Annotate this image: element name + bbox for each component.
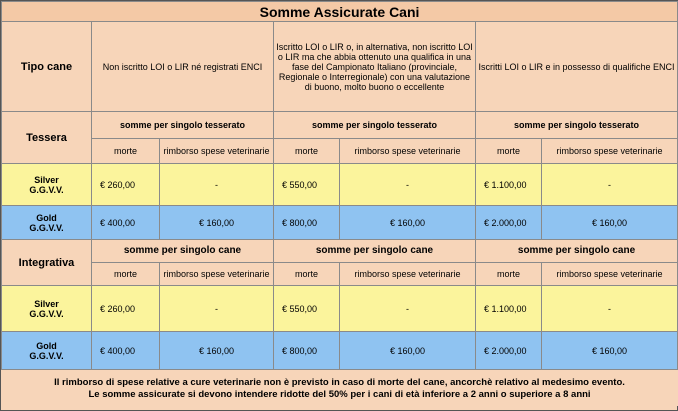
category-header-2: Iscritto LOI o LIR o, in alternativa, non iscritto LOI o LIR ma che abbia ottenuto una qualifica in una fase del Campionato Italiano (provinciale, Regionale o Interregionale) con una valutazione di buono, molto buono o eccellente [274,22,476,112]
footnotes [2,370,678,406]
footnote-age-reduction: Le somme assicurate si devono intendere ridotte del 50% per i cani di età inferiore a 2 anni o superiore a 8 anni [88,388,591,400]
tessera-col-rimborso-1: rimborso spese veterinarie [160,139,274,164]
tessera-silver-cell: € 550,00 [274,164,340,206]
tier-code: G.G.V.V. [29,350,64,361]
integrativa-col-morte-3: morte [476,263,542,286]
integrativa-col-morte-2: morte [274,263,340,286]
tessera-group-label-3: somme per singolo tesserato [476,112,678,139]
tessera-silver-cell: - [340,164,476,206]
tessera-gold-row [2,206,678,240]
tessera-silver-row [2,164,678,206]
integrativa-col-rimborso-2: rimborso spese veterinarie [340,263,476,286]
tier-code: G.G.V.V. [29,308,64,319]
integrativa-silver-label [2,286,92,332]
tessera-gold-cell: € 160,00 [160,206,274,240]
footnote-veterinary: Il rimborso di spese relative a cure veterinarie non è previsto in caso di morte del cane, ancorchè relativo al medesimo evento. [54,376,625,388]
row-label-tipo-cane: Tipo cane [2,22,92,112]
integrativa-silver-cell: - [542,286,678,332]
tier-name: Gold [36,212,57,223]
integrativa-gold-cell: € 800,00 [274,332,340,370]
tessera-col-morte-3: morte [476,139,542,164]
integrativa-silver-cell: € 550,00 [274,286,340,332]
tier-name: Silver [34,298,59,309]
tessera-group-label-2: somme per singolo tesserato [274,112,476,139]
tessera-gold-cell: € 160,00 [542,206,678,240]
tessera-col-rimborso-3: rimborso spese veterinarie [542,139,678,164]
integrativa-silver-cell: - [160,286,274,332]
tessera-gold-cell: € 800,00 [274,206,340,240]
integrativa-gold-cell: € 160,00 [542,332,678,370]
row-label-tessera: Tessera [2,112,92,164]
tessera-silver-cell: - [160,164,274,206]
integrativa-col-rimborso-1: rimborso spese veterinarie [160,263,274,286]
tessera-gold-label [2,206,92,240]
tessera-col-morte-2: morte [274,139,340,164]
integrativa-group-label-1: somme per singolo cane [92,240,274,263]
integrativa-silver-row [2,286,678,332]
integrativa-silver-cell: € 1.100,00 [476,286,542,332]
integrativa-col-rimborso-3: rimborso spese veterinarie [542,263,678,286]
tessera-gold-cell: € 160,00 [340,206,476,240]
table-title: Somme Assicurate Cani [2,2,678,22]
integrativa-gold-cell: € 160,00 [160,332,274,370]
tier-code: G.G.V.V. [29,184,64,195]
integrativa-group-label-3: somme per singolo cane [476,240,678,263]
tessera-silver-cell: - [542,164,678,206]
tessera-gold-cell: € 400,00 [92,206,160,240]
tessera-silver-cell: € 260,00 [92,164,160,206]
tessera-gold-cell: € 2.000,00 [476,206,542,240]
tier-code: G.G.V.V. [29,222,64,233]
tessera-col-rimborso-2: rimborso spese veterinarie [340,139,476,164]
integrativa-gold-cell: € 400,00 [92,332,160,370]
tessera-col-morte-1: morte [92,139,160,164]
insured-sums-table [1,1,678,406]
tier-name: Gold [36,340,57,351]
category-header-1: Non iscritto LOI o LIR né registrati ENCI [92,22,274,112]
integrativa-gold-row [2,332,678,370]
tessera-silver-cell: € 1.100,00 [476,164,542,206]
category-header-3: Iscritti LOI o LIR e in possesso di qualifiche ENCI [476,22,678,112]
integrativa-group-label-2: somme per singolo cane [274,240,476,263]
integrativa-gold-cell: € 2.000,00 [476,332,542,370]
tessera-group-label-1: somme per singolo tesserato [92,112,274,139]
tier-name: Silver [34,174,59,185]
row-label-integrativa: Integrativa [2,240,92,286]
integrativa-gold-cell: € 160,00 [340,332,476,370]
integrativa-gold-label [2,332,92,370]
integrativa-silver-cell: € 260,00 [92,286,160,332]
integrativa-col-morte-1: morte [92,263,160,286]
tessera-silver-label [2,164,92,206]
integrativa-silver-cell: - [340,286,476,332]
